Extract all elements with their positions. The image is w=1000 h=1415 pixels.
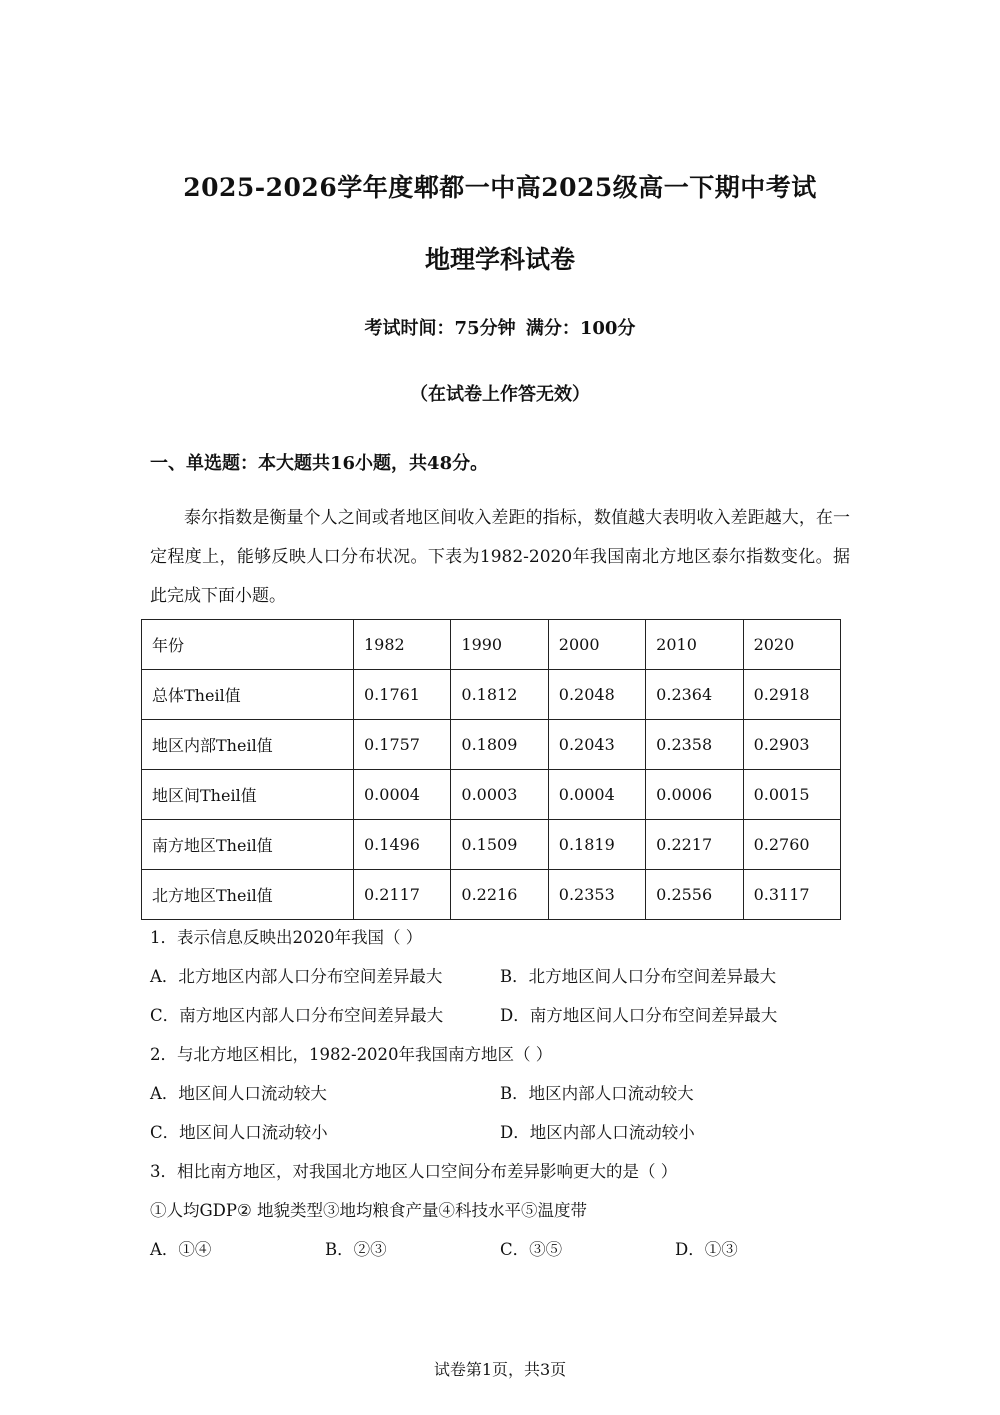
section-heading: 一、单选题：本大题共16小题，共48分。 — [150, 453, 489, 474]
table-cell: 0.2043 — [548, 720, 645, 770]
table-header-cell: 2000 — [548, 620, 645, 670]
table-cell: 0.2556 — [646, 870, 743, 920]
table-cell: 0.0006 — [646, 770, 743, 820]
question-1-option-b[interactable]: B．北方地区间人口分布空间差异最大 — [500, 967, 777, 986]
table-cell: 0.2364 — [646, 670, 743, 720]
table-header-cell: 2010 — [646, 620, 743, 670]
table-row — [142, 870, 841, 920]
table-cell: 地区间Theil值 — [142, 770, 354, 820]
table-cell: 0.0004 — [548, 770, 645, 820]
page-footer: 试卷第1页，共3页 — [433, 1360, 567, 1379]
table-header-cell: 1982 — [354, 620, 451, 670]
table-row — [142, 770, 841, 820]
question-3-option-d[interactable]: D．①③ — [675, 1240, 738, 1259]
question-1-option-d[interactable]: D．南方地区间人口分布空间差异最大 — [500, 1006, 778, 1025]
question-2-stem: 2．与北方地区相比，1982-2020年我国南方地区（ ） — [150, 1045, 553, 1064]
question-3-stem: 3．相比南方地区，对我国北方地区人口空间分布差异影响更大的是（ ） — [150, 1162, 678, 1181]
table-cell: 0.2216 — [451, 870, 548, 920]
table-cell: 0.2760 — [743, 820, 840, 870]
table-header-cell: 1990 — [451, 620, 548, 670]
table-header-cell: 年份 — [142, 620, 354, 670]
table-cell: 北方地区Theil值 — [142, 870, 354, 920]
question-2-option-d[interactable]: D．地区内部人口流动较小 — [500, 1123, 695, 1142]
table-header-cell: 2020 — [743, 620, 840, 670]
table-cell: 0.1809 — [451, 720, 548, 770]
table-cell: 0.2117 — [354, 870, 451, 920]
exam-title: 2025-2026学年度郫都一中高2025级高一下期中考试 — [183, 173, 817, 202]
table-row — [142, 670, 841, 720]
table-cell: 0.1761 — [354, 670, 451, 720]
table-cell: 总体Theil值 — [142, 670, 354, 720]
theil-index-table — [141, 619, 841, 920]
question-1-option-c[interactable]: C．南方地区内部人口分布空间差异最大 — [150, 1006, 444, 1025]
question-3-option-b[interactable]: B．②③ — [325, 1240, 387, 1259]
table-cell: 0.1819 — [548, 820, 645, 870]
table-cell: 南方地区Theil值 — [142, 820, 354, 870]
table-cell: 0.1812 — [451, 670, 548, 720]
table-row — [142, 720, 841, 770]
question-2-option-b[interactable]: B．地区内部人口流动较大 — [500, 1084, 694, 1103]
table-cell: 0.1509 — [451, 820, 548, 870]
table-cell: 0.0004 — [354, 770, 451, 820]
table-cell: 0.2353 — [548, 870, 645, 920]
subject-title: 地理学科试卷 — [424, 245, 575, 274]
question-3-option-c[interactable]: C．③⑤ — [500, 1240, 563, 1259]
question-1-option-a[interactable]: A．北方地区内部人口分布空间差异最大 — [150, 967, 443, 986]
question-3-option-a[interactable]: A．①④ — [150, 1240, 212, 1259]
intro-paragraph: 泰尔指数是衡量个人之间或者地区间收入差距的指标，数值越大表明收入差距越大，在一定程度上，能够反映人口分布状况。下表为1982-2020年我国南北方地区泰尔指数变化。据此完成下面小题。 — [150, 508, 850, 606]
table-header-row — [142, 620, 841, 670]
table-cell: 0.1496 — [354, 820, 451, 870]
table-row — [142, 820, 841, 870]
table-cell: 0.2358 — [646, 720, 743, 770]
table-cell: 0.1757 — [354, 720, 451, 770]
table-cell: 0.2217 — [646, 820, 743, 870]
exam-info: 考试时间：75分钟 满分：100分 — [364, 318, 636, 339]
question-2-option-c[interactable]: C．地区间人口流动较小 — [150, 1123, 328, 1142]
table-cell: 地区内部Theil值 — [142, 720, 354, 770]
table-cell: 0.3117 — [743, 870, 840, 920]
question-2-option-a[interactable]: A．地区间人口流动较大 — [150, 1084, 327, 1103]
question-3-sub-items: ①人均GDP② 地貌类型③地均粮食产量④科技水平⑤温度带 — [150, 1201, 588, 1220]
table-cell: 0.0015 — [743, 770, 840, 820]
table-cell: 0.0003 — [451, 770, 548, 820]
question-1-stem: 1．表示信息反映出2020年我国（ ） — [150, 928, 423, 947]
table-cell: 0.2918 — [743, 670, 840, 720]
table-cell: 0.2048 — [548, 670, 645, 720]
table-cell: 0.2903 — [743, 720, 840, 770]
answer-notice: （在试卷上作答无效） — [410, 384, 590, 405]
